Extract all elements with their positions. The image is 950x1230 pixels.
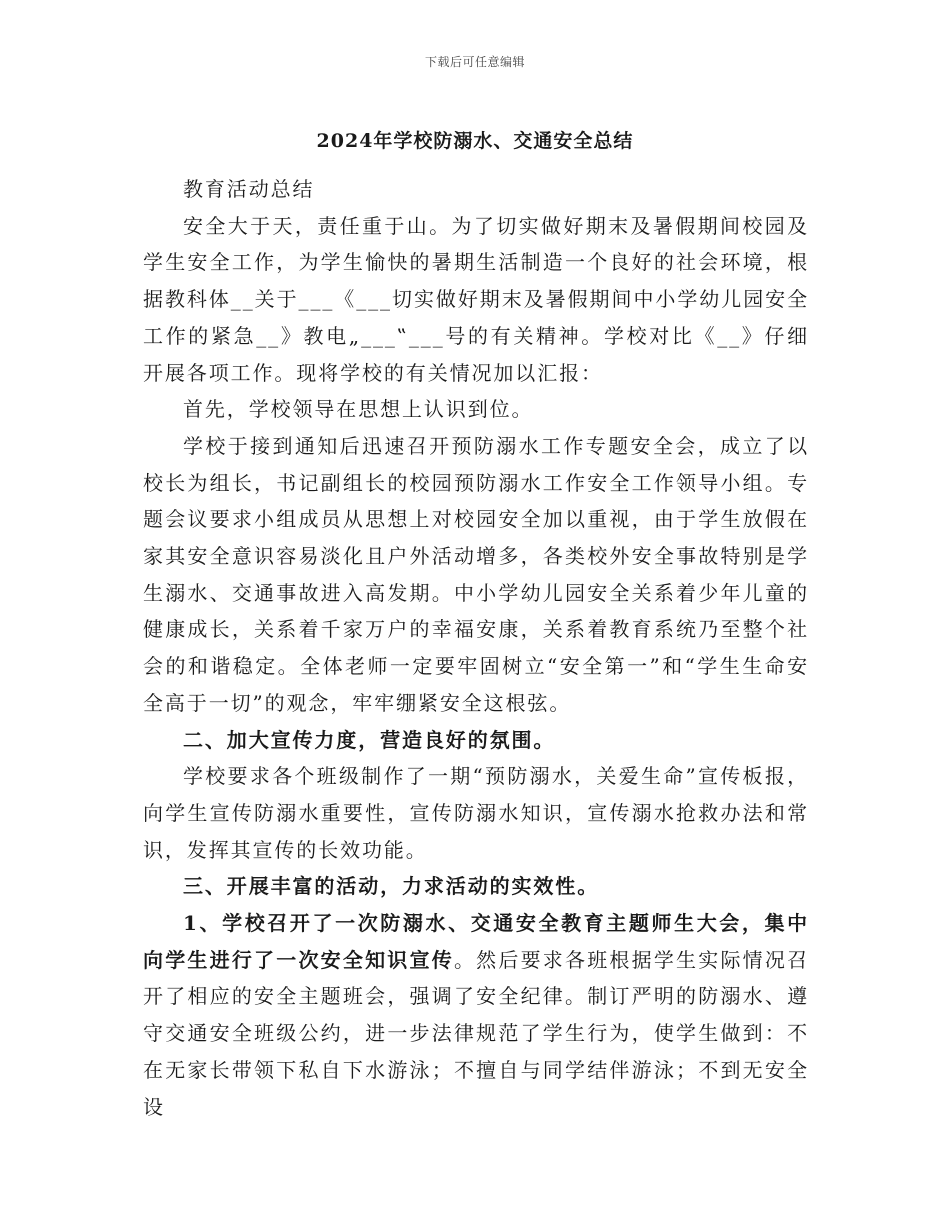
paragraph-item-1 xyxy=(143,905,809,1125)
header-note: 下载后可任意编辑 xyxy=(424,55,525,69)
paragraph-meeting: 学校于接到通知后迅速召开预防溺水工作专题安全会，成立了以校长为组长，书记副组长的校园预防溺水工作安全工作领导小组。专题会议要求小组成员从思想上对校园安全加以重视，由于学生放假在家其安全意识容易淡化且户外活动增多，各类校外安全事故特别是学生溺水、交通事故进入高发期。中小学幼儿园安全关系着少年儿童的健康成长，关系着千家万户的幸福安康，关系着教育系统乃至整个社会的和谐稳定。全体老师一定要牢固树立“安全第一”和“学生生命安全高于一切”的观念，牢牢绷紧安全这根弦。 xyxy=(143,433,809,715)
document-title: 2024年学校防溺水、交通安全总结 xyxy=(316,130,634,152)
item-1-rest: 。然后要求各班根据学生实际情况召开了相应的安全主题班会，强调了安全纪律。制订严明的防溺水、遵守交通安全班级公约，进一步法律规范了学生行为，使学生做到：不在无家长带领下私自下水游泳；不擅自与同学结伴游泳；不到无安全设 xyxy=(143,947,809,1119)
paragraph-first-point: 首先，学校领导在思想上认识到位。 xyxy=(183,397,534,422)
section-heading-2: 二、加大宣传力度，营造良好的氛围。 xyxy=(183,727,556,752)
section-heading-3: 三、开展丰富的活动，力求活动的实效性。 xyxy=(183,874,600,899)
document-body xyxy=(143,171,809,1125)
paragraph-intro: 安全大于天，责任重于山。为了切实做好期末及暑假期间校园及学生安全工作，为学生愉快的暑期生活制造一个良好的社会环境，根据教科体__关于___《___切实做好期末及暑假期间中小学幼儿园安全工作的紧急__》教电„___‟___号的有关精神。学校对比《__》仔细开展各项工作。现将学校的有关情况加以汇报： xyxy=(143,213,809,385)
paragraph-section-2: 学校要求各个班级制作了一期“预防溺水，关爱生命”宣传板报，向学生宣传防溺水重要性，宣传防溺水知识，宣传溺水抢救办法和常识，发挥其宣传的长效功能。 xyxy=(143,764,809,862)
paragraph-subtitle: 教育活动总结 xyxy=(183,177,315,201)
item-1-lead: 1、学校召开了一次防溺水、交通安全教育主题师生大会，集中向学生进行了一次安全知识宣传 xyxy=(143,911,809,972)
